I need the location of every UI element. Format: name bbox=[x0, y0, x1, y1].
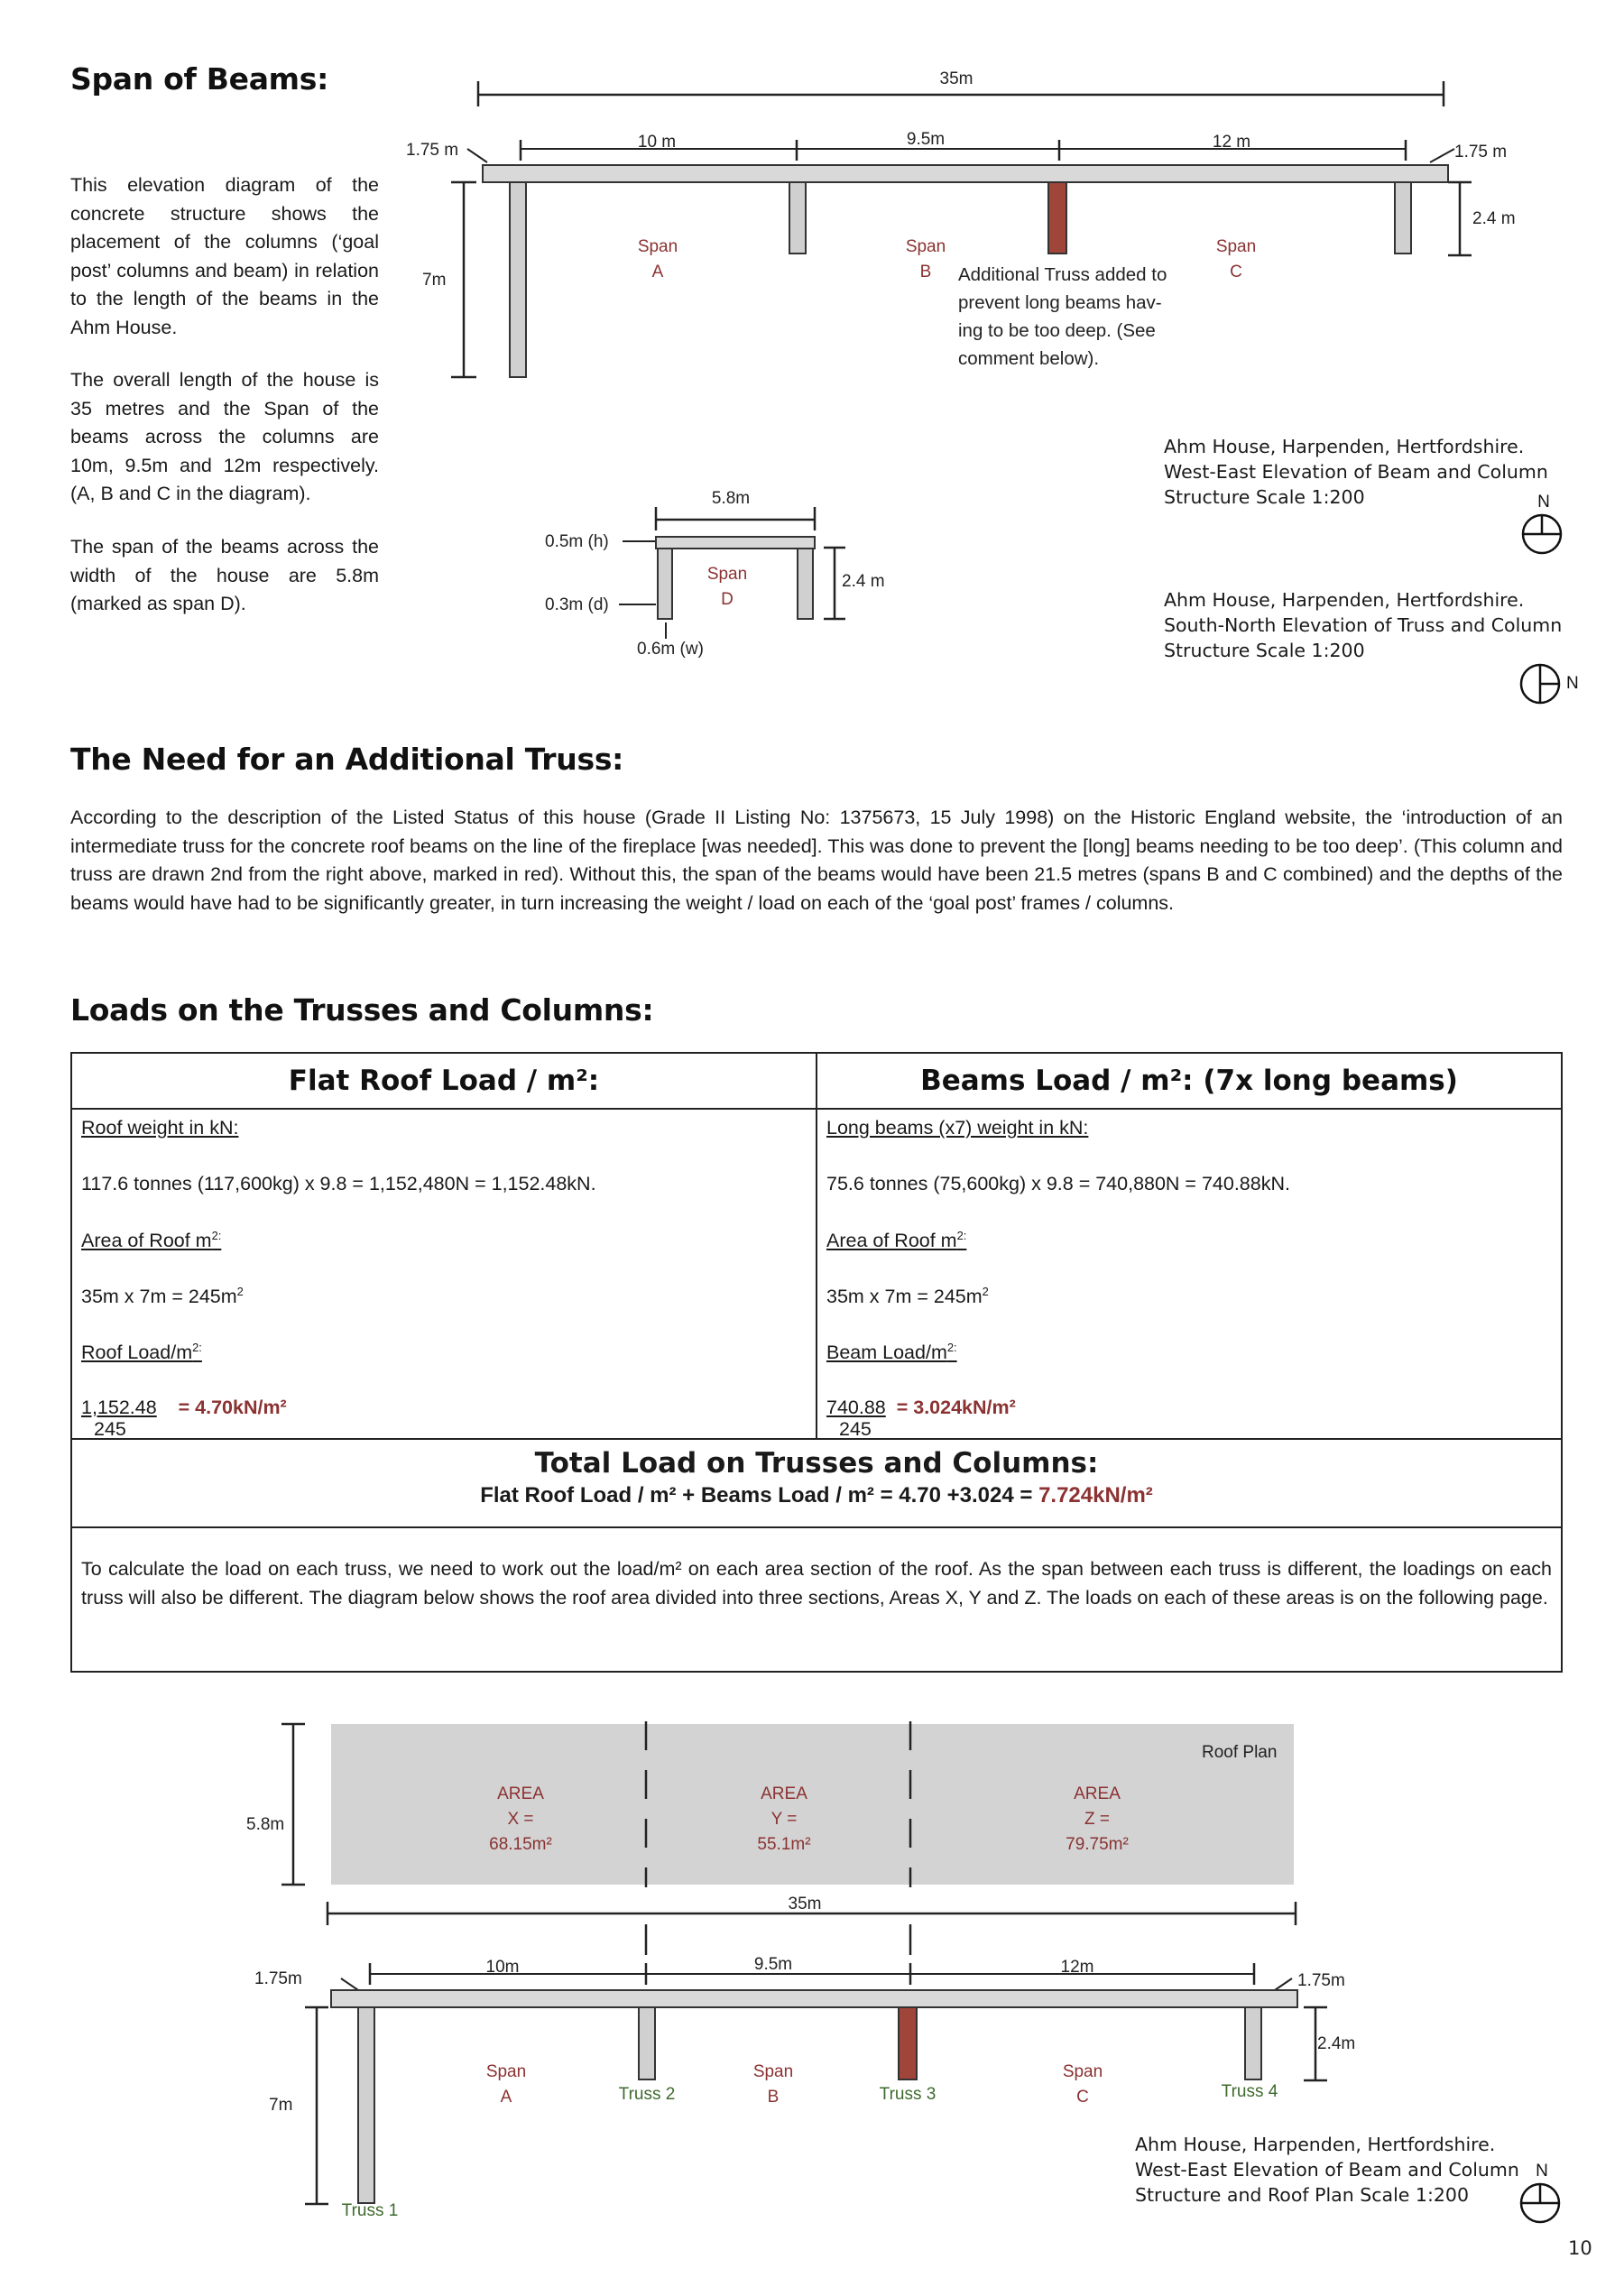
beams-area-label: Area of Roof $m^{2:}$ bbox=[826, 1229, 967, 1252]
truss-note-3: ing to be too deep. (See bbox=[958, 320, 1156, 341]
area-z-value: 79.75m² bbox=[1066, 1835, 1129, 1854]
bottom-span-c: Span bbox=[1062, 2062, 1103, 2081]
beams-load-title: Beams Load / m²: (7x long beams) bbox=[817, 1054, 1561, 1110]
area-x-eq: X = bbox=[507, 1810, 534, 1829]
roof-weight-calc: 117.6 tonnes (117,600kg) x 9.8 = 1,152,480N = 1,152.48kN. bbox=[81, 1173, 596, 1194]
north-arrow-bottom-icon bbox=[1521, 2184, 1559, 2222]
total-load-formula: Flat Roof Load / m² + Beams Load / m² = 4.70 +3.024 = 7.724kN/m² bbox=[480, 1483, 1153, 1508]
north-label-2: N bbox=[1566, 674, 1579, 693]
roof-plan-total: 35m bbox=[788, 1895, 822, 1913]
truss-heading: The Need for an Additional Truss: bbox=[70, 742, 624, 777]
span-d-label: Span bbox=[706, 565, 748, 584]
span-c-letter: C bbox=[1230, 263, 1242, 281]
dim-span-a: 10 m bbox=[637, 133, 677, 152]
truss-2-label: Truss 2 bbox=[618, 2085, 676, 2104]
roof-load-denominator: 245 bbox=[94, 1418, 126, 1440]
bottom-height: 7m bbox=[269, 2096, 293, 2115]
span-b-label: Span bbox=[905, 237, 946, 256]
side-beam-d: 0.3m (d) bbox=[545, 595, 609, 614]
beams-area-calc: 35m x $7m = 245m^2$ bbox=[826, 1285, 989, 1308]
area-y-value: 55.1m² bbox=[757, 1835, 811, 1854]
roof-load-fraction: 1,152.48 = 4.70kN/m² bbox=[81, 1397, 287, 1418]
side-dim-height: 2.4 m bbox=[842, 572, 885, 591]
bottom-short-height: 2.4m bbox=[1317, 2034, 1356, 2053]
bottom-span-c-len: 12m bbox=[1060, 1958, 1094, 1977]
page-number: 10 bbox=[1568, 2237, 1592, 2259]
bottom-overhang-left: 1.75m bbox=[254, 1969, 302, 1988]
load-note: To calculate the load on each truss, we need to work out the load/m² on each area section of the roof. As the span between each truss is different, the loadings on each truss will also be different. The diagram below shows the roof area divided into three sections, Areas X, Y and Z. The loads on each of these areas is on the following page. bbox=[81, 1558, 1552, 1609]
north-arrow-icon bbox=[1523, 515, 1561, 553]
dim-span-c: 12 m bbox=[1212, 133, 1251, 152]
dim-overhang-right: 1.75 m bbox=[1454, 143, 1508, 161]
dim-35m: 35m bbox=[939, 69, 973, 88]
beam-load-fraction: 740.88 = 3.024kN/m² bbox=[826, 1397, 1016, 1418]
caption-west-east: Ahm House, Harpenden, Hertfordshire. West-East Elevation of Beam and Column Structure Scale 1:200 bbox=[1164, 436, 1548, 508]
area-z-label: AREA bbox=[1074, 1784, 1121, 1803]
bottom-span-a-letter: A bbox=[500, 2088, 512, 2107]
roof-weight-label: Roof weight in kN: bbox=[81, 1117, 239, 1139]
beam-load-label: Beam Load/$m^{2:}$ bbox=[826, 1341, 957, 1364]
beams-weight-label: Long beams (x7) weight in kN: bbox=[826, 1117, 1089, 1139]
span-para-1: This elevation diagram of the concrete structure shows the placement of the columns (‘goal post’ columns and beam) in relation to the length of the beams in the Ahm House. bbox=[70, 174, 379, 338]
bottom-span-b: Span bbox=[752, 2062, 794, 2081]
span-para-2: The overall length of the house is 35 metres and the Span of the beams across the columns are 10m, 9.5m and 12m respectively. (A, B and C in the diagram). bbox=[70, 369, 379, 504]
dim-overhang-left: 1.75 m bbox=[406, 141, 459, 160]
truss-para: According to the description of the Listed Status of this house (Grade II Listing No: 1375673, 15 July 1998) on the Historic England website, the ‘introduction of an intermediate truss for the concrete roof beams on the line of the fireplace [was needed]. This was done to prevent the [long] beams needing to be too deep’. (This column and truss are drawn 2nd from the right above, marked in red). Without this, the span of the beams would have been 21.5 metres (spans B and C combined) and the depths of the beams would have had to be significantly greater, in turn increasing the weight / load on each of the ‘goal post’ frames / columns. bbox=[70, 807, 1563, 914]
roof-plan-title: Roof Plan bbox=[1202, 1743, 1278, 1762]
roof-area-label: Area of Roof $m^{2:}$ bbox=[81, 1229, 222, 1252]
truss-note-4: comment below). bbox=[958, 348, 1100, 369]
span-d-letter: D bbox=[721, 590, 734, 609]
loads-table bbox=[70, 1052, 1563, 1673]
span-c-label: Span bbox=[1215, 237, 1257, 256]
span-heading: Span of Beams: bbox=[70, 61, 328, 97]
bottom-span-a-len: 10m bbox=[485, 1958, 520, 1977]
bottom-span-a: Span bbox=[485, 2062, 527, 2081]
dim-height: 7m bbox=[422, 271, 447, 290]
span-a-letter: A bbox=[651, 263, 664, 281]
truss-4-label: Truss 4 bbox=[1221, 2082, 1278, 2101]
roof-area-calc: 35m x $7m = 245m^2$ bbox=[81, 1285, 244, 1308]
span-para-3: The span of the beams across the width of the house are 5.8m (marked as span D). bbox=[70, 536, 379, 614]
span-a-label: Span bbox=[637, 237, 678, 256]
dim-span-b: 9.5m bbox=[906, 130, 946, 149]
truss-3-label: Truss 3 bbox=[879, 2085, 937, 2104]
north-arrow-east-icon bbox=[1521, 665, 1559, 703]
roof-plan-width: 5.8m bbox=[246, 1815, 285, 1834]
total-load-box bbox=[72, 1438, 1561, 1528]
roof-load-label: Roof Load/$m^{2:}$ bbox=[81, 1341, 202, 1364]
area-y-label: AREA bbox=[761, 1784, 807, 1803]
dim-short-height: 2.4 m bbox=[1472, 209, 1516, 228]
bottom-span-c-letter: C bbox=[1076, 2088, 1089, 2107]
truss-note-1: Additional Truss added to bbox=[958, 264, 1167, 285]
span-b-letter: B bbox=[919, 263, 932, 281]
bottom-span-b-letter: B bbox=[767, 2088, 780, 2107]
north-label-3: N bbox=[1536, 2162, 1548, 2181]
area-x-value: 68.15m² bbox=[489, 1835, 552, 1854]
beam-load-denominator: 245 bbox=[839, 1418, 872, 1440]
flat-roof-load-title: Flat Roof Load / m²: bbox=[72, 1054, 816, 1110]
area-z-eq: Z = bbox=[1084, 1810, 1110, 1829]
side-dim-width: 5.8m bbox=[711, 489, 751, 508]
bottom-span-b-len: 9.5m bbox=[753, 1955, 793, 1974]
bottom-overhang-right: 1.75m bbox=[1297, 1971, 1345, 1990]
side-col-w: 0.6m (w) bbox=[637, 640, 704, 659]
area-x-label: AREA bbox=[497, 1784, 544, 1803]
side-beam-h: 0.5m (h) bbox=[545, 532, 609, 551]
total-load-title: Total Load on Trusses and Columns: bbox=[534, 1447, 1099, 1480]
truss-1-label: Truss 1 bbox=[341, 2201, 399, 2220]
caption-south-north: Ahm House, Harpenden, Hertfordshire. South-North Elevation of Truss and Column Structure Scale 1:200 bbox=[1164, 589, 1563, 661]
area-y-eq: Y = bbox=[770, 1810, 798, 1829]
truss-note-2: prevent long beams hav- bbox=[958, 292, 1162, 313]
caption-roof-plan: Ahm House, Harpenden, Hertfordshire. West-East Elevation of Beam and Column Structure and Roof Plan Scale 1:200 bbox=[1135, 2134, 1519, 2206]
north-label-1: N bbox=[1537, 493, 1550, 512]
beams-weight-calc: 75.6 tonnes (75,600kg) x 9.8 = 740,880N = 740.88kN. bbox=[826, 1173, 1290, 1194]
loads-heading: Loads on the Trusses and Columns: bbox=[70, 992, 654, 1028]
